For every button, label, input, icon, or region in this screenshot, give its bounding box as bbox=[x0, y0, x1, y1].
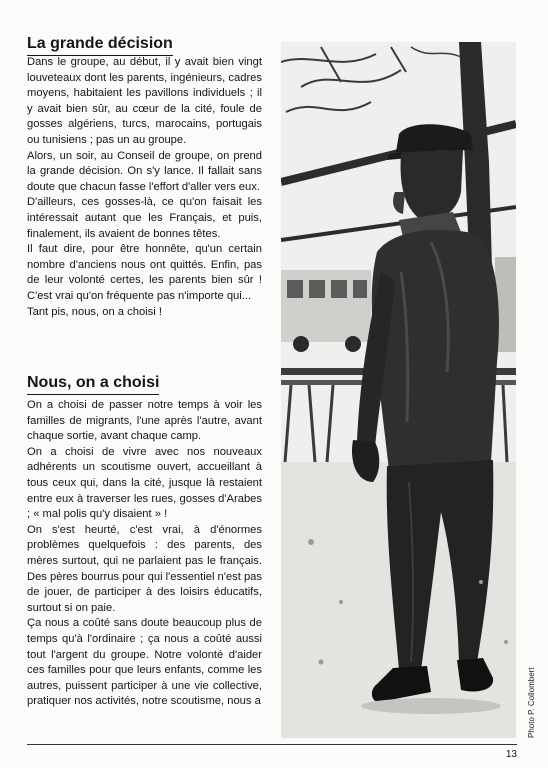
section-heading-nous-on-a-choisi: Nous, on a choisi bbox=[27, 374, 159, 395]
paragraph: D'ailleurs, ces gosses-là, ce qu'on faisait les intéressait autant que les Français, et puis, finalement, ils avaient de bonnes têtes. bbox=[27, 196, 262, 240]
paragraph: On s'est heurté, c'est vrai, à d'énormes problèmes quelquefois : des parents, des mères surtout, qui ne parlaient pas le français. Des pères bourrus pour qui l'essentiel n'est pas de jouer, de participer à des loisirs éducatifs, surtout si on paie. bbox=[27, 523, 262, 614]
section-body-nous-on-a-choisi bbox=[27, 398, 262, 710]
section-body-la-grande-decision bbox=[27, 55, 262, 320]
photo-illustration bbox=[281, 42, 516, 738]
page-number: 13 bbox=[505, 749, 517, 760]
section-heading-la-grande-decision: La grande décision bbox=[27, 35, 173, 56]
paragraph: On a choisi de vivre avec nos nouveaux adhérents un scoutisme ouvert, accueillant à tous ceux qui, dans la cité, jusque là restaient entre eux à traverser les rues, gosses d'Arabes ; « mal polis qu'y disaient » ! bbox=[27, 445, 262, 521]
paragraph: Tant pis, nous, on a choisi ! bbox=[27, 305, 162, 318]
paragraph: Ça nous a coûté sans doute beaucoup plus de temps qu'à l'ordinaire ; ça nous a coûté aussi tout l'argent du groupe. Notre volonté d'aider ces familles pour que leurs enfants, comme les autres, puissent participer à une vie collective, pratiquer nos activités, notre scoutisme, nous a bbox=[27, 617, 262, 708]
paragraph: On a choisi de passer notre temps à voir les familles de migrants, l'une après l'autre, avant chaque sortie, avant chaque camp. bbox=[27, 399, 262, 443]
paragraph: Dans le groupe, au début, il y avait bien vingt louveteaux dont les parents, ingénieurs, cadres moyens, habitaient les pavillons individuels ; il y avait bien sûr, au cœur de la cité, foule de gosses algériens, turcs, marocains, portugais ou tunisiens ; pas un au groupe. bbox=[27, 56, 262, 146]
footer-rule bbox=[27, 744, 517, 745]
photo-boy-standing bbox=[281, 42, 516, 738]
paragraph: Alors, un soir, au Conseil de groupe, on prend la grande décision. On s'y lance. Il fallait sans doute que chacun fasse l'effort d'aller vers eux. bbox=[27, 149, 262, 193]
paragraph: Il faut dire, pour être honnête, qu'un certain nombre d'anciens nous ont quittés. Enfin, pas de leur volonté certes, les parents bien sûr ! C'est vrai qu'on fréquente pas n'importe qui... bbox=[27, 243, 262, 302]
photo-credit: Photo P. Collombert bbox=[527, 667, 536, 738]
